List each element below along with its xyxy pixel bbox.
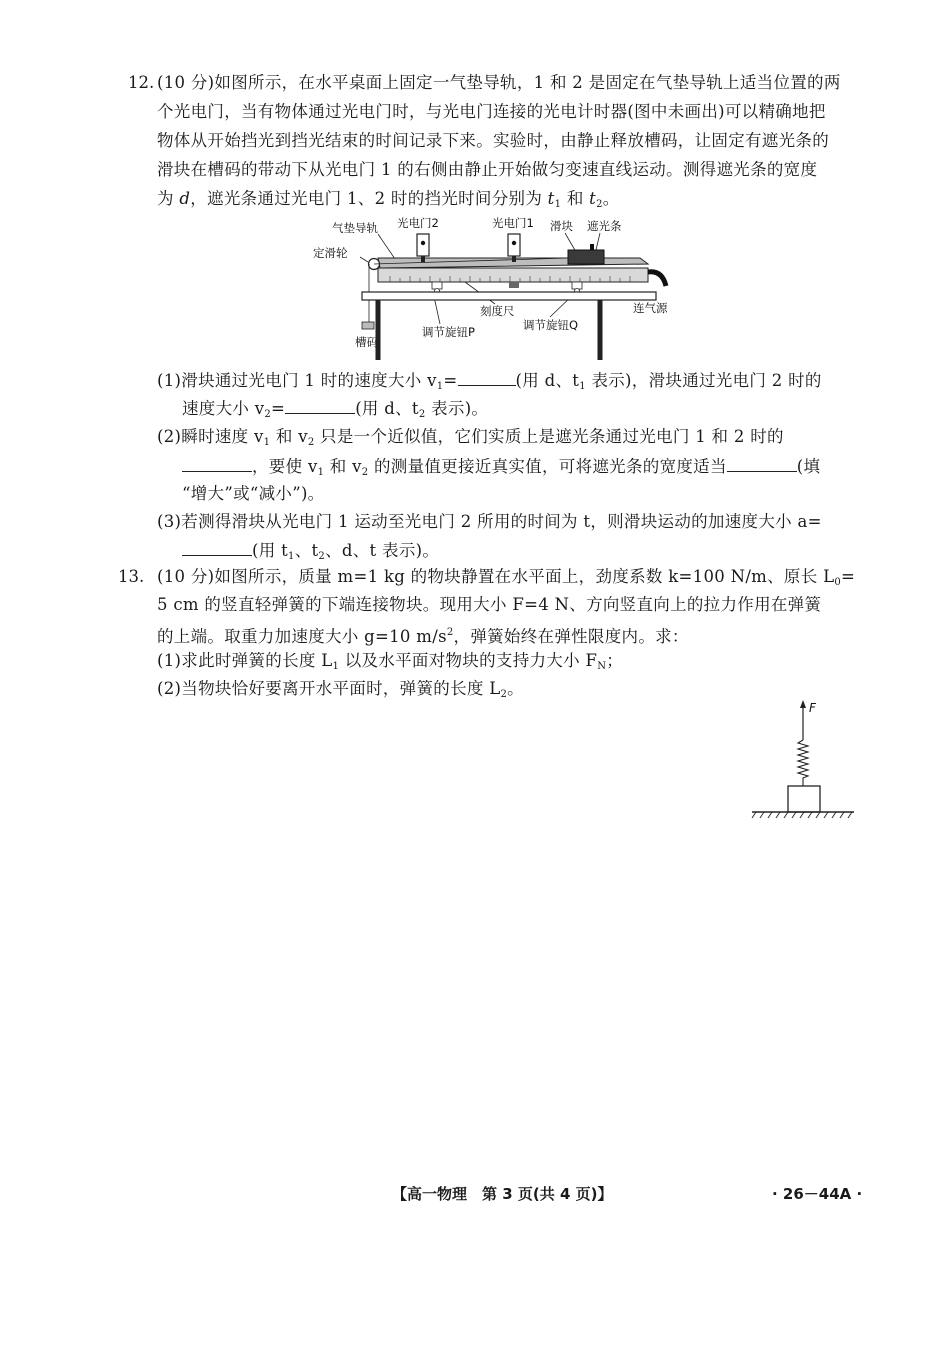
label-shade: 遮光条 bbox=[587, 219, 622, 233]
q12-part3-line1: (3)若测得滑块从光电门 1 运动至光电门 2 所用的时间为 t，则滑块运动的加速度大小 a= bbox=[157, 512, 822, 531]
q12-part1-line1: (1)滑块通过光电门 1 时的速度大小 $v_1=$ (用 d、$t_1$ 表示)，滑块通过光电门 2 时的 bbox=[157, 367, 822, 400]
answer-blank-physical-meaning[interactable] bbox=[182, 453, 252, 472]
force-label: F bbox=[809, 701, 816, 715]
slider-block bbox=[568, 250, 604, 264]
label-air-source: 连气源 bbox=[633, 301, 668, 315]
q13-number: 13. bbox=[118, 567, 145, 586]
label-knob-q: 调节旋钮Q bbox=[523, 318, 579, 332]
hanging-weight bbox=[362, 322, 374, 329]
q13-part2: (2)当物块恰好要离开水平面时，弹簧的长度 $L_2$。 bbox=[157, 679, 524, 700]
page-footer-title: 【高一物理 第 3 页(共 4 页)】 bbox=[392, 1185, 613, 1203]
q12-stem-line-1: (10 分)如图所示，在水平桌面上固定一气垫导轨，1 和 2 是固定在气垫导轨上适当位置的两 bbox=[157, 73, 841, 92]
label-knob-p: 调节旋钮P bbox=[422, 325, 475, 339]
label-ruler: 刻度尺 bbox=[480, 304, 515, 318]
q12-stem-line-5: 为 d，遮光条通过光电门 1、2 时的挡光时间分别为 $t_1$ 和 $t_2$。 bbox=[157, 189, 620, 210]
label-gate2: 光电门2 bbox=[397, 216, 439, 230]
q12-part3-line2: (用 $t_1$、$t_2$、d、t 表示)。 bbox=[182, 537, 439, 570]
q13-line1: (10 分)如图所示，质量 m=1 kg 的物块静置在水平面上，劲度系数 k=100 N/m、原长 $L_0=$ bbox=[157, 567, 856, 588]
q12-part1-line2: 速度大小 $v_2=$ (用 d、$t_2$ 表示)。 bbox=[182, 395, 488, 428]
q13-line2: 5 cm 的竖直轻弹簧的下端连接物块。现用大小 F=4 N、方向竖直向上的拉力作用在弹簧 bbox=[157, 595, 822, 614]
page-footer-code: · 26－44A · bbox=[772, 1185, 863, 1203]
answer-blank-acceleration[interactable] bbox=[182, 537, 252, 556]
label-gate1: 光电门1 bbox=[492, 216, 534, 230]
label-weight: 槽码 bbox=[355, 335, 378, 349]
answer-blank-v1[interactable] bbox=[458, 367, 516, 386]
answer-blank-v2[interactable] bbox=[285, 395, 355, 414]
spring bbox=[798, 740, 808, 786]
q12-part2-line3: “增大”或“减小”)。 bbox=[182, 484, 325, 503]
spring-block-figure bbox=[748, 698, 858, 822]
q12-stem-line-4: 滑块在槽码的带动下从光电门 1 的右侧由静止开始做匀变速直线运动。测得遮光条的宽度 bbox=[157, 160, 818, 179]
q12-stem-line-3: 物体从开始挡光到挡光结束的时间记录下来。实验时，由静止释放槽码，让固定有遮光条的 bbox=[157, 131, 829, 150]
q12-part2-line1: (2)瞬时速度 $v_1$ 和 $v_2$ 只是一个近似值，它们实质上是遮光条通过光电门 1 和 2 时的 bbox=[157, 427, 784, 448]
answer-blank-width[interactable] bbox=[727, 453, 797, 472]
label-pulley: 定滑轮 bbox=[313, 246, 348, 260]
q12-part2-line2: ，要使 $v_1$ 和 $v_2$ 的测量值更接近真实值，可将遮光条的宽度适当 (填 bbox=[182, 453, 820, 486]
q13-part1: (1)求此时弹簧的长度 $L_1$ 以及水平面对物块的支持力大小 $F_N$； bbox=[157, 651, 624, 672]
q13-line3: 的上端。取重力加速度大小 g=10 $m/s^2$，弹簧始终在弹性限度内。求： bbox=[157, 627, 689, 646]
q12-stem-line-2: 个光电门，当有物体通过光电门时，与光电门连接的光电计时器(图中未画出)可以精确地把 bbox=[157, 102, 826, 121]
q12-number: 12. bbox=[128, 73, 155, 92]
block bbox=[788, 786, 820, 812]
label-air-track: 气垫导轨 bbox=[332, 221, 378, 235]
air-track-figure bbox=[300, 212, 680, 364]
label-slider: 滑块 bbox=[550, 219, 573, 233]
